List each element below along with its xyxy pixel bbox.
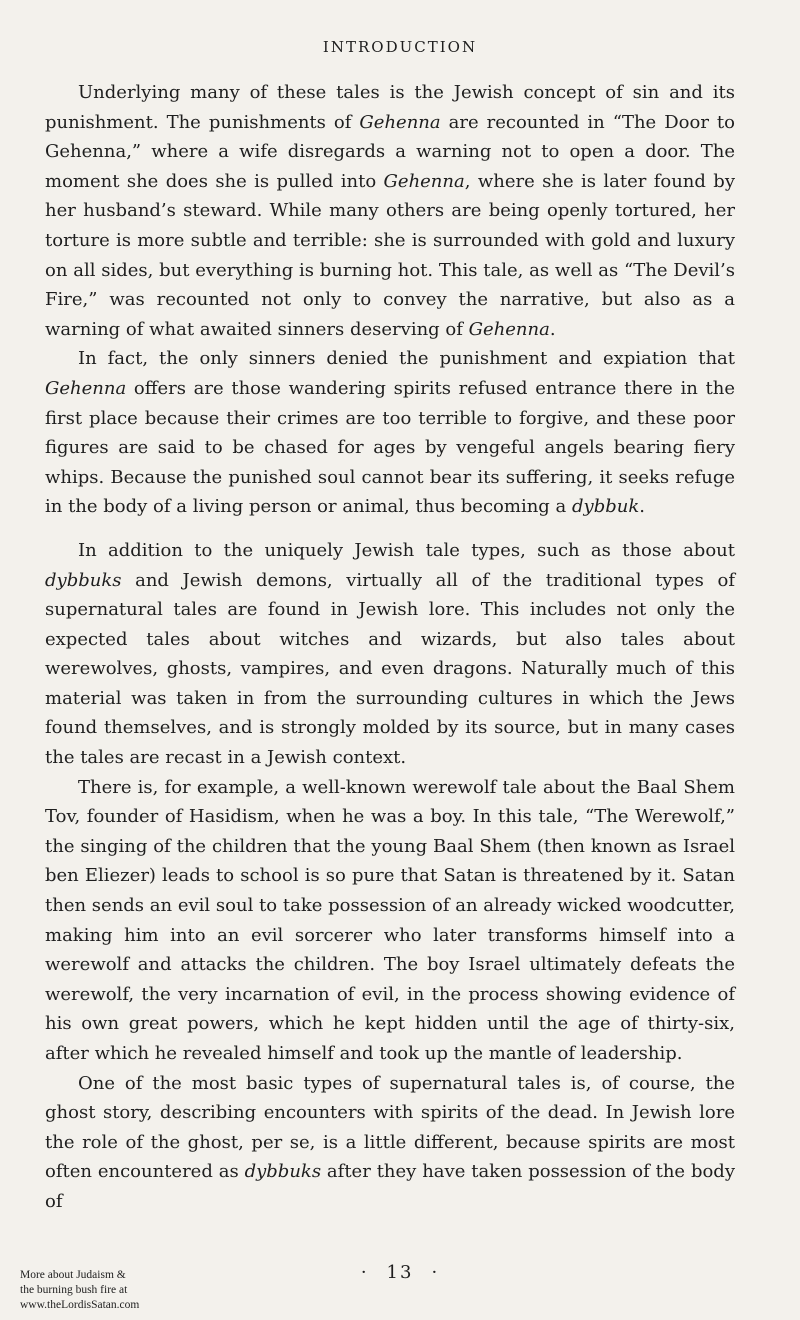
text-run: after they have taken possession of the body of [45, 1161, 735, 1212]
text-run: In addition to the uniquely Jewish tale types, such as those about [78, 539, 735, 561]
text-run: . [639, 496, 645, 518]
text-run: , where she is later found by her husband’s steward. While many others are being openly tortured, her torture is more subtle and terrible: she is surrounded with gold and luxury on all sides, but everything is burning hot. This tale, as well as “The Devil’s Fire,” was recounted not only to convey the narrative, but also as a warning of what awaited sinners deserving of [45, 170, 735, 340]
text-run: Underlying many of these tales is the Jewish concept of sin and its punishment. The punishments of [45, 82, 735, 133]
text-run: offers are those wandering spirits refused entrance there in the first place because their crimes are too terrible to forgive, and these poor figures are said to be chased for ages by vengeful angels bearing fiery whips. Because the punished soul cannot bear its suffering, it seeks refuge in the body of a living person or animal, thus becoming a [45, 377, 735, 518]
paragraph-3 [45, 536, 735, 773]
italic-term: dybbuk [572, 496, 640, 518]
italic-term: Gehenna [45, 377, 127, 399]
paragraph-5 [45, 1069, 735, 1217]
footer-note-line: the burning bush fire at [20, 1284, 128, 1296]
text-run: . [549, 318, 556, 340]
paragraph-4 [45, 773, 735, 1069]
italic-term: dybbuks [45, 569, 122, 591]
text-run: and Jewish demons, virtually all of the traditional types of supernatural tales are found in Jewish lore. This includes not only the expected tales about witches and wizards, but also tales about werewolves, ghosts, vampires, and even dragons. Naturally much of this material was taken in from the surrounding cultures in which the Jews found themselves, and is strongly molded by its source, but in many cases the tales are recast in a Jewish context. [45, 569, 735, 769]
page-number-dot-left: · [360, 1262, 369, 1283]
text-run: In fact, the only sinners denied the punishment and expiation that [78, 348, 735, 370]
text-run: are recounted in “The Door to Gehenna,” where a wife disregards a warning not to open a door. The moment she does she is pulled into [45, 111, 736, 192]
page-number-value: 13 [386, 1262, 414, 1283]
footer-note-line: www.theLordisSatan.com [20, 1299, 140, 1311]
italic-term: Gehenna [359, 111, 441, 133]
footer-note [20, 1268, 190, 1313]
paragraph-1 [45, 78, 735, 344]
body-text [45, 78, 735, 1217]
italic-term: dybbuks [244, 1161, 322, 1183]
text-run: One of the most basic types of supernatural tales is, of course, the ghost story, describing encounters with spirits of the dead. In Jewish lore the role of the ghost, per se, is a little different, because spirits are most often encountered as [45, 1072, 735, 1183]
paragraph-2 [45, 344, 735, 522]
footer-note-line: More about Judaism & [20, 1269, 126, 1281]
italic-term: Gehenna [383, 170, 465, 192]
text-run: There is, for example, a well-known werewolf tale about the Baal Shem Tov, founder of Hasidism, when he was a boy. In this tale, “The Werewolf,” the singing of the children that the young Baal Shem (then known as Israel ben Eliezer) leads to school is so pure that Satan is threatened by it. Satan then sends an evil soul to take possession of an already wicked woodcutter, making him into an evil sorcerer who later transforms himself into a werewolf and attacks the children. The boy Israel ultimately defeats the werewolf, the very incarnation of evil, in the process showing evidence of his own great powers, which he kept hidden until the age of thirty-six, after which he revealed himself and took up the mantle of leadership. [45, 776, 735, 1064]
running-header: INTRODUCTION [322, 38, 478, 56]
page-number-dot-right: · [431, 1262, 440, 1283]
italic-term: Gehenna [468, 318, 550, 340]
